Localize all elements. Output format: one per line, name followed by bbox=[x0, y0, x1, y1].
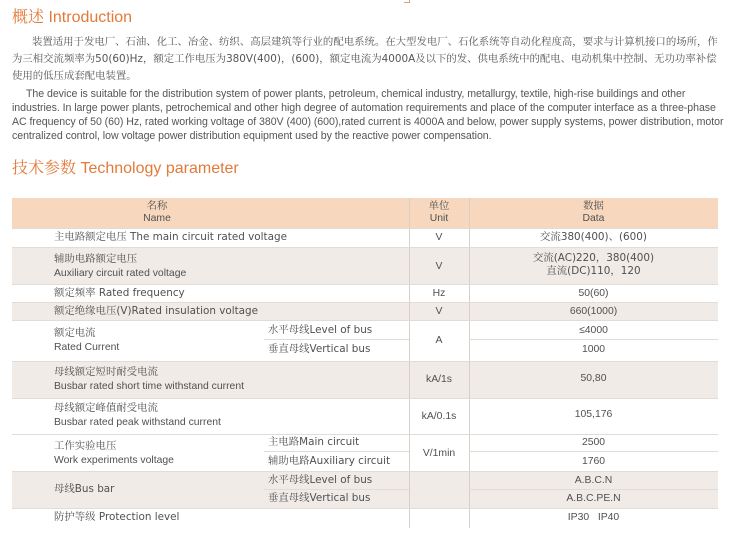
param-name: 母线Bus bar bbox=[54, 483, 115, 495]
param-name-cn: 额定电流 bbox=[54, 327, 96, 339]
param-value: 660(1000) bbox=[569, 306, 618, 317]
param-value: 105,176 bbox=[574, 409, 613, 420]
param-unit: A bbox=[435, 335, 443, 346]
param-unit: V/1min bbox=[422, 448, 456, 459]
param-value: 1760 bbox=[581, 456, 606, 467]
param-value: 2500 bbox=[581, 437, 606, 448]
param-sub-label: 水平母线Level of bus bbox=[268, 474, 373, 486]
param-value: A.B.C.PE.N bbox=[566, 493, 621, 504]
param-name-cn: 母线额定峰值耐受电流 bbox=[54, 402, 158, 414]
param-name-en: Busbar rated peak withstand current bbox=[54, 417, 221, 428]
tech-heading: 技术参数 Technology parameter bbox=[12, 160, 239, 177]
param-name: 额定绝缘电压(V)Rated insulation voltage bbox=[54, 305, 259, 317]
param-unit: Hz bbox=[432, 288, 446, 299]
param-name-en: Work experiments voltage bbox=[54, 455, 174, 466]
param-value: 直流(DC)110，120 bbox=[546, 265, 641, 277]
param-unit: V bbox=[435, 306, 443, 317]
page-corner-mark bbox=[404, 0, 410, 3]
param-name: 主电路额定电压 The main circuit rated voltage bbox=[54, 231, 287, 243]
param-value: 交流380(400)、(600) bbox=[540, 231, 647, 243]
param-unit: V bbox=[435, 232, 443, 243]
intro-text-cn: 装置适用于发电厂、石油、化工、冶金、纺织、高层建筑等行业的配电系统。在大型发电厂、石化系统等自动化程度高，要求与计算机接口的场所，作为三相交流频率为50(60)Hz，额定工作电压为380V(400)，(600)，额定电流为4000A及以下的发、供电系统中的配电、电动机集中控制、无功功率补偿使用的低压成套配电装置。 bbox=[12, 36, 718, 82]
param-value: A.B.C.N bbox=[574, 475, 613, 486]
header-name-en: Name bbox=[143, 213, 171, 224]
param-value: 50(60) bbox=[578, 288, 609, 299]
param-unit: kA/1s bbox=[426, 374, 452, 385]
param-name-cn: 工作实验电压 bbox=[54, 440, 117, 452]
param-value: 50,80 bbox=[580, 373, 607, 384]
param-value: IP30 IP40 bbox=[567, 512, 620, 523]
intro-text-en: The device is suitable for the distribution system of power plants, petroleum, chemical industry, metallurgy, textile, high-rise buildings and other industries. In large power plants, petrochemical and other high degree of automation requirements and place of the computer interface as a three-phase AC frequency of 50 (60) Hz, rated working voltage of 380V (400) (600),rated current is 4000A and below, power supply systems, power distribution, motor centralized control, low voltage power distribution equipment used by the reactive power compensation. bbox=[12, 88, 724, 142]
intro-heading: 概述 Introduction bbox=[12, 9, 133, 26]
header-data-en: Data bbox=[582, 213, 605, 224]
param-value: 交流(AC)220，380(400) bbox=[532, 252, 655, 264]
param-sub-label: 垂直母线Vertical bus bbox=[268, 343, 371, 355]
param-name: 额定频率 Rated frequency bbox=[54, 287, 185, 299]
param-value: ≤4000 bbox=[579, 325, 608, 336]
param-unit: V bbox=[435, 261, 443, 272]
param-sub-label: 垂直母线Vertical bus bbox=[268, 492, 371, 504]
param-name: 防护等级 Protection level bbox=[54, 511, 180, 523]
param-value: 1000 bbox=[581, 344, 606, 355]
param-sub-label: 主电路Main circuit bbox=[268, 436, 360, 448]
param-name-cn: 辅助电路额定电压 bbox=[54, 253, 138, 265]
param-name-en: Busbar rated short time withstand current bbox=[54, 381, 245, 392]
param-name-en: Auxiliary circuit rated voltage bbox=[54, 268, 187, 279]
tech-parameter-table bbox=[12, 198, 718, 528]
header-unit-cn: 单位 bbox=[428, 200, 450, 212]
header-data-cn: 数据 bbox=[583, 200, 604, 212]
header-unit-en: Unit bbox=[429, 213, 449, 224]
param-unit: kA/0.1s bbox=[421, 411, 457, 422]
param-name-en: Rated Current bbox=[54, 342, 120, 353]
param-name-cn: 母线额定短时耐受电流 bbox=[54, 366, 158, 378]
header-name-cn: 名称 bbox=[146, 200, 168, 212]
param-sub-label: 辅助电路Auxiliary circuit bbox=[268, 455, 391, 467]
param-sub-label: 水平母线Level of bus bbox=[268, 324, 373, 336]
